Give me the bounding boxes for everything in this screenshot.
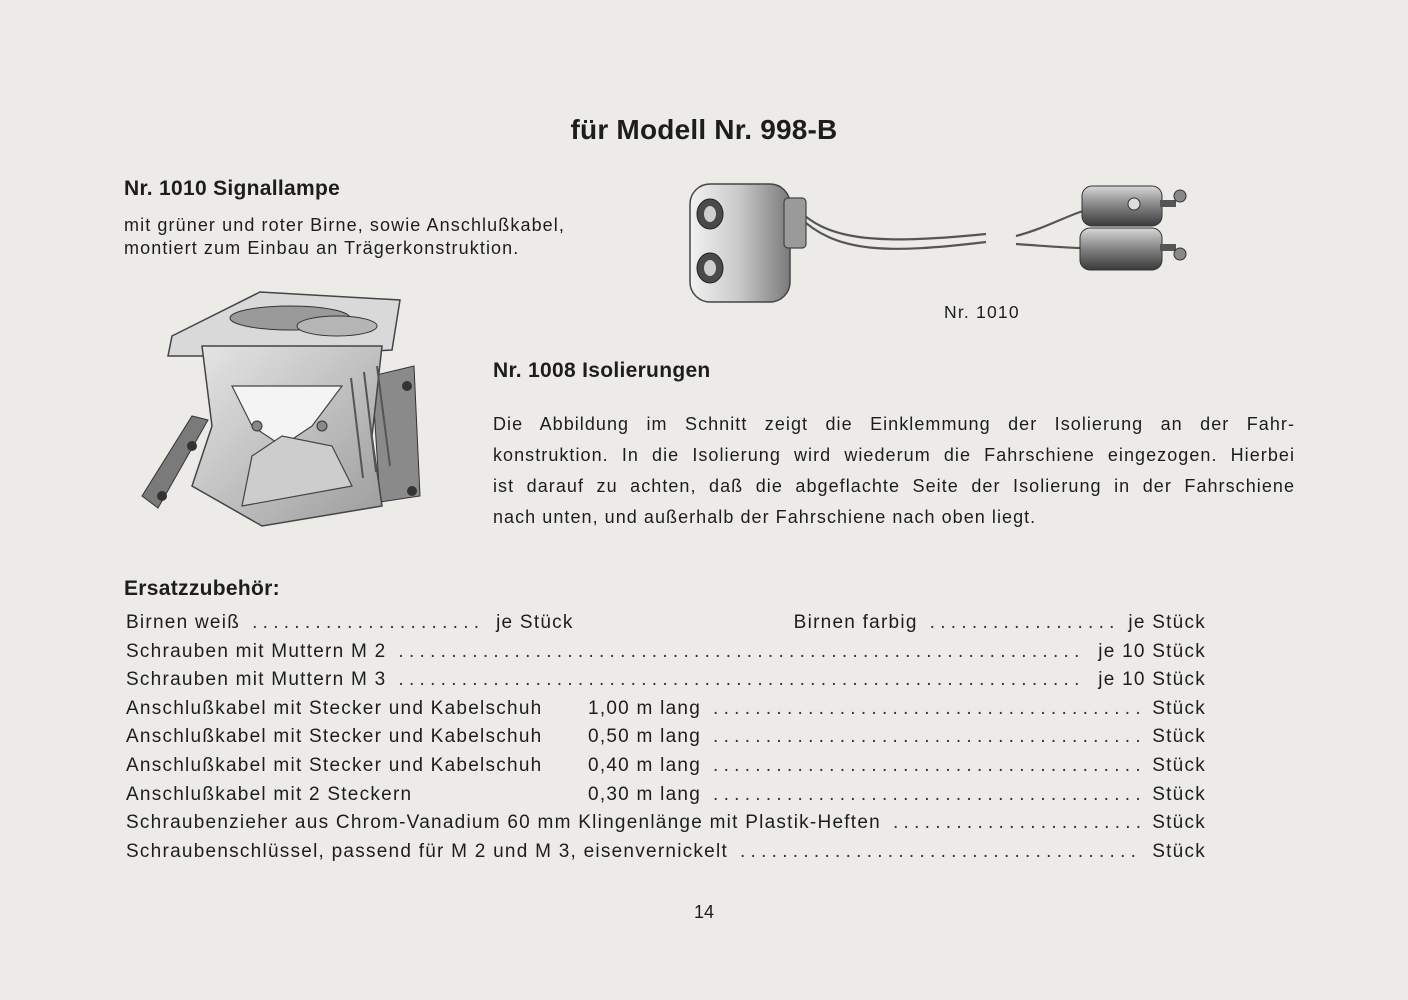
part-length: 0,50 m lang (588, 726, 702, 748)
part-label: Schraubenschlüssel, passend für M 2 und M 3, eisenvernickelt (126, 840, 728, 862)
part-label: Birnen weiß (126, 612, 241, 633)
part-unit: Stück (1152, 783, 1206, 805)
part-label: Anschlußkabel mit 2 Steckern (126, 783, 413, 805)
spare-part-row (126, 612, 1206, 641)
part-label: Schraubenzieher aus Chrom-Vanadium 60 mm Klingenlänge mit Plastik-Heften (126, 812, 881, 834)
leader-dots (252, 612, 484, 634)
part-unit: Stück (1152, 754, 1206, 776)
isolierungen-heading: Nr. 1008 Isolierungen (493, 359, 711, 382)
leader-dots (893, 812, 1140, 834)
part-unit: je 10 Stück (1098, 640, 1206, 662)
leader-dots (740, 841, 1140, 863)
part-unit: Stück (1152, 726, 1206, 748)
isolierungen-line: nach unten, und außerhalb der Fahrschiene nach oben liegt. (493, 507, 1037, 527)
part-length: 1,00 m lang (588, 697, 702, 719)
spare-part-row (126, 841, 1206, 870)
spare-part-row (126, 698, 1206, 727)
page-number: 14 (693, 902, 715, 922)
signallampe-heading: Nr. 1010 Signallampe (124, 177, 341, 200)
part-length: 0,40 m lang (588, 754, 702, 776)
isolierungen-line: konstruktion. In die Isolierung wird wiederum die Fahrschiene eingezogen. Hierbei (493, 445, 1295, 465)
signallampe-caption: Nr. 1010 (944, 302, 1020, 322)
leader-dots (713, 698, 1140, 720)
part-unit: Stück (1152, 812, 1206, 834)
part-label: Schrauben mit Muttern M 3 (126, 669, 387, 691)
signallampe-desc-line-2: montiert zum Einbau an Trägerkonstruktion. (124, 238, 520, 258)
spare-part-row (126, 726, 1206, 755)
spare-part-row (126, 784, 1206, 813)
isolierungen-line: Die Abbildung im Schnitt zeigt die Einklemmung der Isolierung an der Fahr- (493, 414, 1295, 434)
part-unit: je Stück (496, 612, 574, 633)
support-structure-illustration (132, 286, 428, 542)
part-label: Anschlußkabel mit Stecker und Kabelschuh (126, 754, 543, 776)
part-label: Schrauben mit Muttern M 2 (126, 640, 387, 662)
part-length: 0,30 m lang (588, 783, 702, 805)
signallampe-desc-line-1: mit grüner und roter Birne, sowie Anschlußkabel, (124, 215, 565, 235)
ersatz-heading: Ersatzzubehör: (124, 577, 280, 600)
leader-dots (930, 612, 1117, 634)
spare-part-row (126, 755, 1206, 784)
spare-part-row (126, 641, 1206, 670)
leader-dots (398, 669, 1086, 691)
part-label: Anschlußkabel mit Stecker und Kabelschuh (126, 697, 543, 719)
signallampe-description (124, 214, 565, 260)
signal-lamp-illustration (686, 168, 1196, 318)
part-label: Birnen farbig (793, 612, 918, 633)
page-title: für Modell Nr. 998-B (570, 114, 838, 145)
isolierungen-line: ist darauf zu achten, daß die abgeflachte Seite der Isolierung in der Fahrschiene (493, 476, 1295, 496)
spare-parts-list (126, 612, 1206, 869)
part-unit: je Stück (1128, 612, 1206, 633)
leader-dots (713, 784, 1140, 806)
spare-part-row (126, 669, 1206, 698)
part-unit: Stück (1152, 840, 1206, 862)
part-unit: je 10 Stück (1098, 669, 1206, 691)
leader-dots (398, 641, 1086, 663)
part-unit: Stück (1152, 697, 1206, 719)
leader-dots (713, 726, 1140, 748)
part-label: Anschlußkabel mit Stecker und Kabelschuh (126, 726, 543, 748)
leader-dots (713, 755, 1140, 777)
isolierungen-paragraph (493, 409, 1295, 533)
spare-part-row (126, 812, 1206, 841)
